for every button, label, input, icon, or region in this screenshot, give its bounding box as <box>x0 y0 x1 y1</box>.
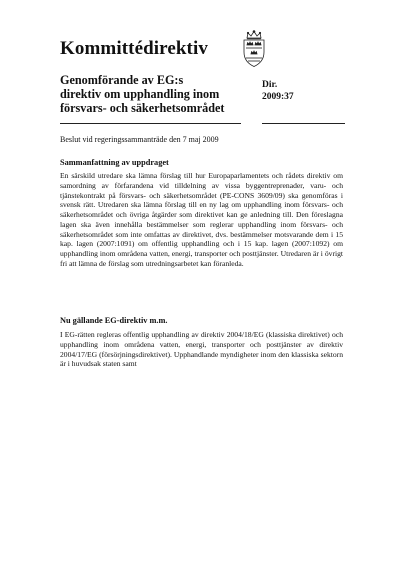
decision-date-line: Beslut vid regeringssammanträde den 7 maj 2009 <box>60 135 219 144</box>
title-divider <box>60 123 241 124</box>
directive-number-block <box>262 80 294 103</box>
directive-label: Dir. <box>262 80 278 90</box>
directive-number: 2009:37 <box>262 91 294 102</box>
directive-number-divider <box>262 123 345 124</box>
section-text-summary: En särskild utredare ska lämna förslag till hur Europaparlamentets och rådets direktiv om samordning av förfarandena vid tilldelning av vissa byggentreprenader, varu- och tjänstekontrakt på försvars- och säkerhetsområdet (PE-CONS 3609/09) ska genomföras i svensk rätt. Utredaren ska lämna förslag till en ny lag om upphandling inom försvars- och säkerhetsområdet och övriga åtgärder som direktivet kan ge anledning till. Den föreslagna lagen ska även innehålla bestämmelser som reglerar upphandling inom försvars- och säkerhetsområdet som inte omfattas av direktivet, dvs. bestämmelser motsvarande dem i 15 kap. lagen (2007:1091) om offentlig upphandling och i 15 kap. lagen (2007:1092) om upphandling inom områdena vatten, energi, transporter och posttjänster. Utredaren är i övrigt fri att lämna de förslag som utredningsarbetet kan föranleda. <box>60 171 343 268</box>
section-heading-summary: Sammanfattning av uppdraget <box>60 158 169 167</box>
document-title: Genomförande av EG:s direktiv om upphandling inom försvars- och säkerhetsområdet <box>60 73 225 115</box>
section-heading-current-directives: Nu gällande EG-direktiv m.m. <box>60 316 168 325</box>
section-text-current-directives: I EG-rätten regleras offentlig upphandling av direktiv 2004/18/EG (klassiska direktivet) och upphandling inom områdena vatten, energi, transporter och posttjänster av direktiv 2004/17/EG (försörjningsdirektivet). Upphandlande myndigheter inom den klassiska sektorn är i huvudsak staten samt <box>60 330 343 369</box>
swedish-three-crowns-crest-icon <box>238 30 270 68</box>
document-type-heading: Kommittédirektiv <box>60 38 208 59</box>
